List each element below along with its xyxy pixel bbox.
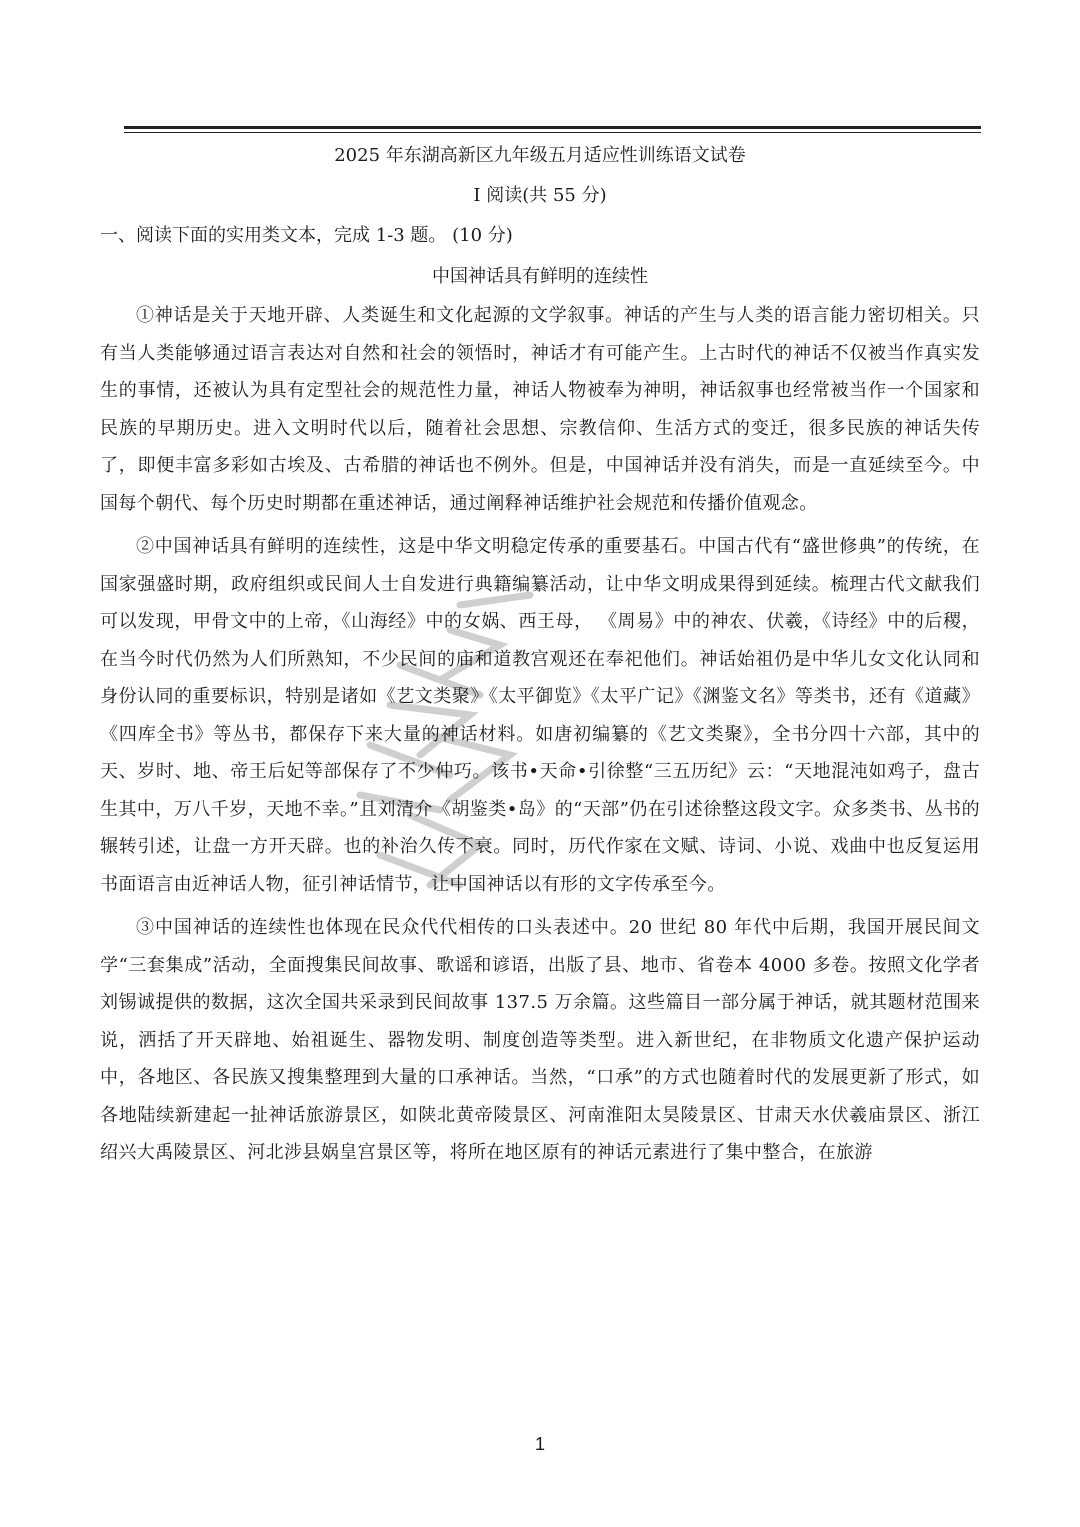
page-content	[100, 138, 980, 1172]
exam-title: 2025 年东湖高新区九年级五月适应性训练语文试卷	[334, 145, 746, 166]
article-paragraph-2: ②中国神话具有鲜明的连续性，这是中华文明稳定传承的重要基石。中国古代有“盛世修典”的传统，在国家强盛时期，政府组织或民间人士自发进行典籍编纂活动，让中华文明成果得到延续。梳理古代文献我们可以发现，甲骨文中的上帝，《山海经》中的女娲、西王母， 《周易》中的神农、伏羲，《诗经》中的后稷，在当今时代仍然为人们所熟知，不少民间的庙和道教宫观还在奉祀他们。神话始祖仍是中华儿女文化认同和身份认同的重要标识，特别是诸如《艺文类聚》《太平御览》《太平广记》《渊鉴文名》等类书，还有《道藏》《四库全书》等丛书，都保存下来大量的神话材料。如唐初编纂的《艺文类聚》，全书分四十六部，其中的天、岁时、地、帝王后妃等部保存了不少仲巧。该书•天命•引徐整“三五历纪》云：“天地混沌如鸡子，盘古生其中，万八千岁，天地不幸。”且刘清介《胡鉴类•岛》的“天部”仍在引述徐整这段文字。众多类书、丛书的辗转引述，让盘一方开天辟。也的补治久传不衰。同时，历代作家在文赋、诗词、小说、戏曲中也反复运用书面语言由近神话人物，征引神话情节，让中国神话以有形的文字传承至今。	[100, 536, 980, 895]
question-instruction: 一、阅读下面的实用类文本，完成 1-3 题。 (10 分)	[100, 225, 513, 246]
section-title: Ⅰ 阅读(共 55 分)	[473, 185, 607, 206]
article-paragraph-1: ①神话是关于天地开辟、人类诞生和文化起源的文学叙事。神话的产生与人类的语言能力密切相关。只有当人类能够通过语言表达对自然和社会的领悟时，神话才有可能产生。上古时代的神话不仅被当作真实发生的事情，还被认为具有定型社会的规范性力量，神话人物被奉为神明，神话叙事也经常被当作一个国家和民族的早期历史。进入文明时代以后，随着社会思想、宗教信仰、生活方式的变迁，很多民族的神话失传了，即便丰富多彩如古埃及、古希腊的神话也不例外。但是，中国神话并没有消失，而是一直延续至今。中国每个朝代、每个历史时期都在重述神话，通过阐释神话维护社会规范和传播价值观念。	[100, 305, 980, 514]
article-title: 中国神话具有鲜明的连续性	[432, 266, 648, 287]
article-paragraph-3: ③中国神话的连续性也体现在民众代代相传的口头表述中。20 世纪 80 年代中后期，我国开展民间文学“三套集成”活动，全面搜集民间故事、歌谣和谚语，出版了县、地市、省卷本 4000 多卷。按照文化学者刘锡诚提供的数据，这次全国共采录到民间故事 137.5 万余篇。这些篇目一部分属于神话，就其题材范围来说，洒括了开天辟地、始祖诞生、器物发明、制度创造等类型。进入新世纪，在非物质文化遗产保护运动中，各地区、各民族又搜集整理到大量的口承神话。当然，“口承”的方式也随着时代的发展更新了形式，如各地陆续新建起一扯神话旅游景区，如陕北黄帝陵景区、河南淮阳太昊陵景区、甘肃天水伏羲庙景区、浙江绍兴大禹陵景区、河北涉县娲皇宫景区等，将所在地区原有的神话元素进行了集中整合，在旅游	[100, 917, 980, 1163]
header-rule-thin	[124, 132, 981, 133]
page-number: 1	[534, 1434, 545, 1454]
header-rule-thick	[124, 126, 981, 129]
